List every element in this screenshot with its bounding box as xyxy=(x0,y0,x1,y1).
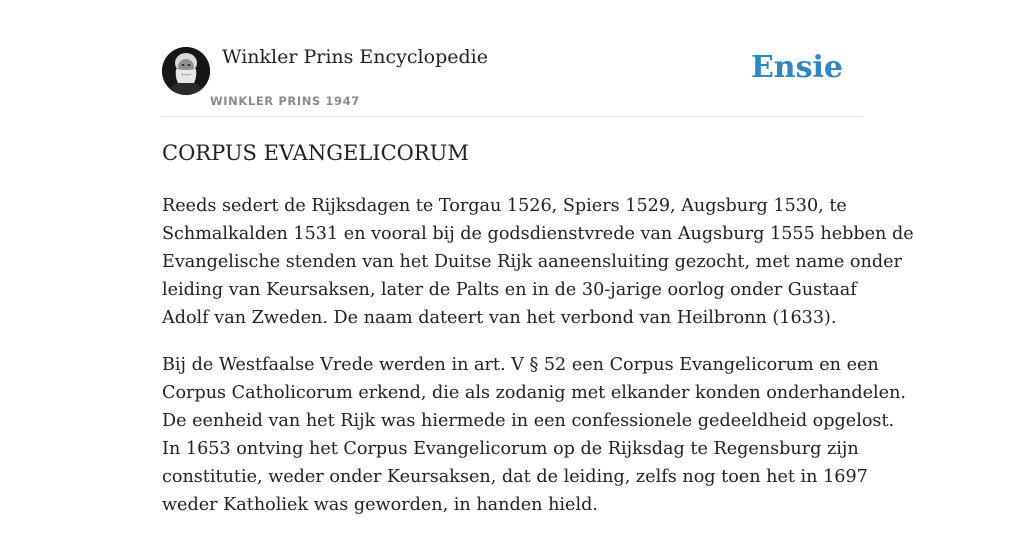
source-title[interactable]: Winkler Prins Encyclopedie xyxy=(222,46,488,68)
text-line: Schmalkalden 1531 en vooral bij de godsdienstvrede van Augsburg 1555 hebben de xyxy=(162,224,914,244)
text-line: De eenheid van het Rijk was hiermede in een confessionele gedeeldheid opgelost. xyxy=(162,411,895,431)
article-title: CORPUS EVANGELICORUM xyxy=(162,141,469,165)
paragraph xyxy=(162,192,914,332)
text-line: constitutie, weder onder Keursaksen, dat de leiding, zelfs nog toen het in 1697 xyxy=(162,467,868,487)
text-line: Bij de Westfaalse Vrede werden in art. V § 52 een Corpus Evangelicorum en een xyxy=(162,355,879,375)
text-line: Reeds sedert de Rijksdagen te Torgau 1526, Spiers 1529, Augsburg 1530, te xyxy=(162,196,847,216)
text-line: Evangelische stenden van het Duitse Rijk aaneensluiting gezocht, met name onder xyxy=(162,252,902,272)
text-line: In 1653 ontving het Corpus Evangelicorum op de Rijksdag te Regensburg zijn xyxy=(162,439,859,459)
source-header xyxy=(162,0,862,117)
article-body xyxy=(162,192,914,538)
paragraph xyxy=(162,351,907,519)
text-line: leiding van Keursaksen, later de Palts en in de 30-jarige oorlog onder Gustaaf xyxy=(162,280,857,300)
brand-logo[interactable]: Ensie xyxy=(750,50,843,85)
author-avatar[interactable] xyxy=(162,47,210,95)
text-line: Adolf van Zweden. De naam dateert van het verbond van Heilbronn (1633). xyxy=(162,308,837,328)
bearded-man-portrait-icon xyxy=(162,47,210,95)
article-page xyxy=(162,0,914,515)
text-line: Corpus Catholicorum erkend, die als zodanig met elkander konden onderhandelen. xyxy=(162,383,907,403)
source-subtitle[interactable]: WINKLER PRINS 1947 xyxy=(210,94,360,108)
text-line: weder Katholiek was geworden, in handen hield. xyxy=(162,495,598,515)
